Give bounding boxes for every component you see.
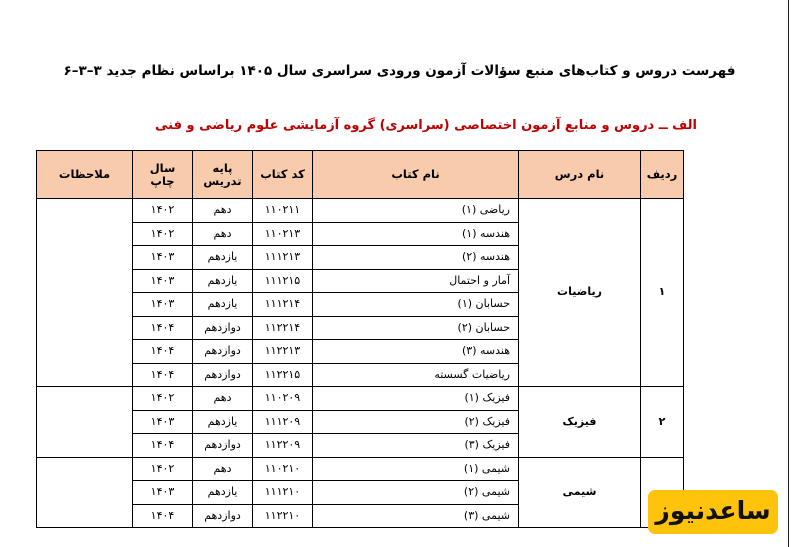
print-year: ۱۴۰۴	[133, 363, 193, 387]
grade: دوازدهم	[193, 340, 253, 364]
header-grade	[193, 151, 253, 199]
notes	[37, 199, 133, 387]
grade: یازدهم	[193, 293, 253, 317]
exam-books-table	[36, 150, 684, 528]
header-grade-line1: پایه	[212, 160, 233, 175]
book-code: ۱۱۲۲۰۹	[253, 434, 313, 458]
book-code: ۱۱۰۲۱۳	[253, 222, 313, 246]
course-name: ریاضیات	[519, 199, 641, 387]
book-code: ۱۱۲۲۱۵	[253, 363, 313, 387]
print-year: ۱۴۰۲	[133, 222, 193, 246]
book-code: ۱۱۰۲۱۰	[253, 457, 313, 481]
print-year: ۱۴۰۳	[133, 481, 193, 505]
book-name: شیمی (۲)	[313, 481, 519, 505]
book-code: ۱۱۱۲۱۳	[253, 246, 313, 270]
book-name: حسابان (۱)	[313, 293, 519, 317]
header-print-year	[133, 151, 193, 199]
print-year: ۱۴۰۳	[133, 246, 193, 270]
book-code: ۱۱۱۲۱۴	[253, 293, 313, 317]
header-book-name: نام کتاب	[313, 151, 519, 199]
print-year: ۱۴۰۳	[133, 269, 193, 293]
book-name: حسابان (۲)	[313, 316, 519, 340]
notes	[37, 387, 133, 458]
row-number: ۱	[641, 199, 684, 387]
grade: دهم	[193, 387, 253, 411]
book-code: ۱۱۱۲۱۵	[253, 269, 313, 293]
grade: دهم	[193, 457, 253, 481]
grade: یازدهم	[193, 246, 253, 270]
watermark-logo: ساعدنیوز	[648, 490, 778, 534]
header-row-no: ردیف	[641, 151, 684, 199]
book-code: ۱۱۰۲۱۱	[253, 199, 313, 223]
book-code: ۱۱۲۲۱۳	[253, 340, 313, 364]
grade: دوازدهم	[193, 363, 253, 387]
section-title: الف ــ دروس و منابع آزمون اختصاصی (سراسری) گروه آزمایشی علوم ریاضی و فنی	[155, 118, 697, 133]
book-name: شیمی (۱)	[313, 457, 519, 481]
header-year-line1: سال	[149, 160, 176, 175]
course-name: فیزیک	[519, 387, 641, 458]
print-year: ۱۴۰۴	[133, 316, 193, 340]
grade: دوازدهم	[193, 504, 253, 528]
course-name: شیمی	[519, 457, 641, 528]
table-row	[37, 387, 684, 411]
print-year: ۱۴۰۳	[133, 293, 193, 317]
book-name: فیزیک (۲)	[313, 410, 519, 434]
book-name: هندسه (۳)	[313, 340, 519, 364]
print-year: ۱۴۰۲	[133, 199, 193, 223]
document-title-text: فهرست دروس و کتاب‌های منبع سؤالات آزمون ورودی سراسری سال ۱۴۰۵ براساس نظام جدید ۳–۳–۶	[63, 63, 736, 79]
print-year: ۱۴۰۲	[133, 457, 193, 481]
book-name: فیزیک (۳)	[313, 434, 519, 458]
book-code: ۱۱۲۲۱۴	[253, 316, 313, 340]
header-book-code: کد کتاب	[253, 151, 313, 199]
book-name: هندسه (۲)	[313, 246, 519, 270]
table-row	[37, 457, 684, 481]
print-year: ۱۴۰۳	[133, 410, 193, 434]
grade: دهم	[193, 199, 253, 223]
header-notes: ملاحظات	[37, 151, 133, 199]
page-edge-line	[788, 0, 789, 547]
header-grade-line2: تدریس	[203, 173, 242, 188]
book-name: ریاضی (۱)	[313, 199, 519, 223]
print-year: ۱۴۰۲	[133, 387, 193, 411]
grade: یازدهم	[193, 410, 253, 434]
document-title	[0, 63, 791, 79]
book-name: آمار و احتمال	[313, 269, 519, 293]
book-code: ۱۱۱۲۰۹	[253, 410, 313, 434]
book-code: ۱۱۰۲۰۹	[253, 387, 313, 411]
book-name: شیمی (۳)	[313, 504, 519, 528]
book-code: ۱۱۱۲۱۰	[253, 481, 313, 505]
print-year: ۱۴۰۴	[133, 434, 193, 458]
notes	[37, 457, 133, 528]
grade: دوازدهم	[193, 316, 253, 340]
row-number: ۲	[641, 387, 684, 458]
print-year: ۱۴۰۴	[133, 504, 193, 528]
grade: دهم	[193, 222, 253, 246]
header-year-line2: چاپ	[150, 173, 175, 188]
book-name: هندسه (۱)	[313, 222, 519, 246]
book-name: ریاضیات گسسته	[313, 363, 519, 387]
table-row	[37, 199, 684, 223]
header-course-name: نام درس	[519, 151, 641, 199]
grade: یازدهم	[193, 269, 253, 293]
grade: یازدهم	[193, 481, 253, 505]
grade: دوازدهم	[193, 434, 253, 458]
book-name: فیزیک (۱)	[313, 387, 519, 411]
book-code: ۱۱۲۲۱۰	[253, 504, 313, 528]
print-year: ۱۴۰۴	[133, 340, 193, 364]
table-header-row	[37, 151, 684, 199]
